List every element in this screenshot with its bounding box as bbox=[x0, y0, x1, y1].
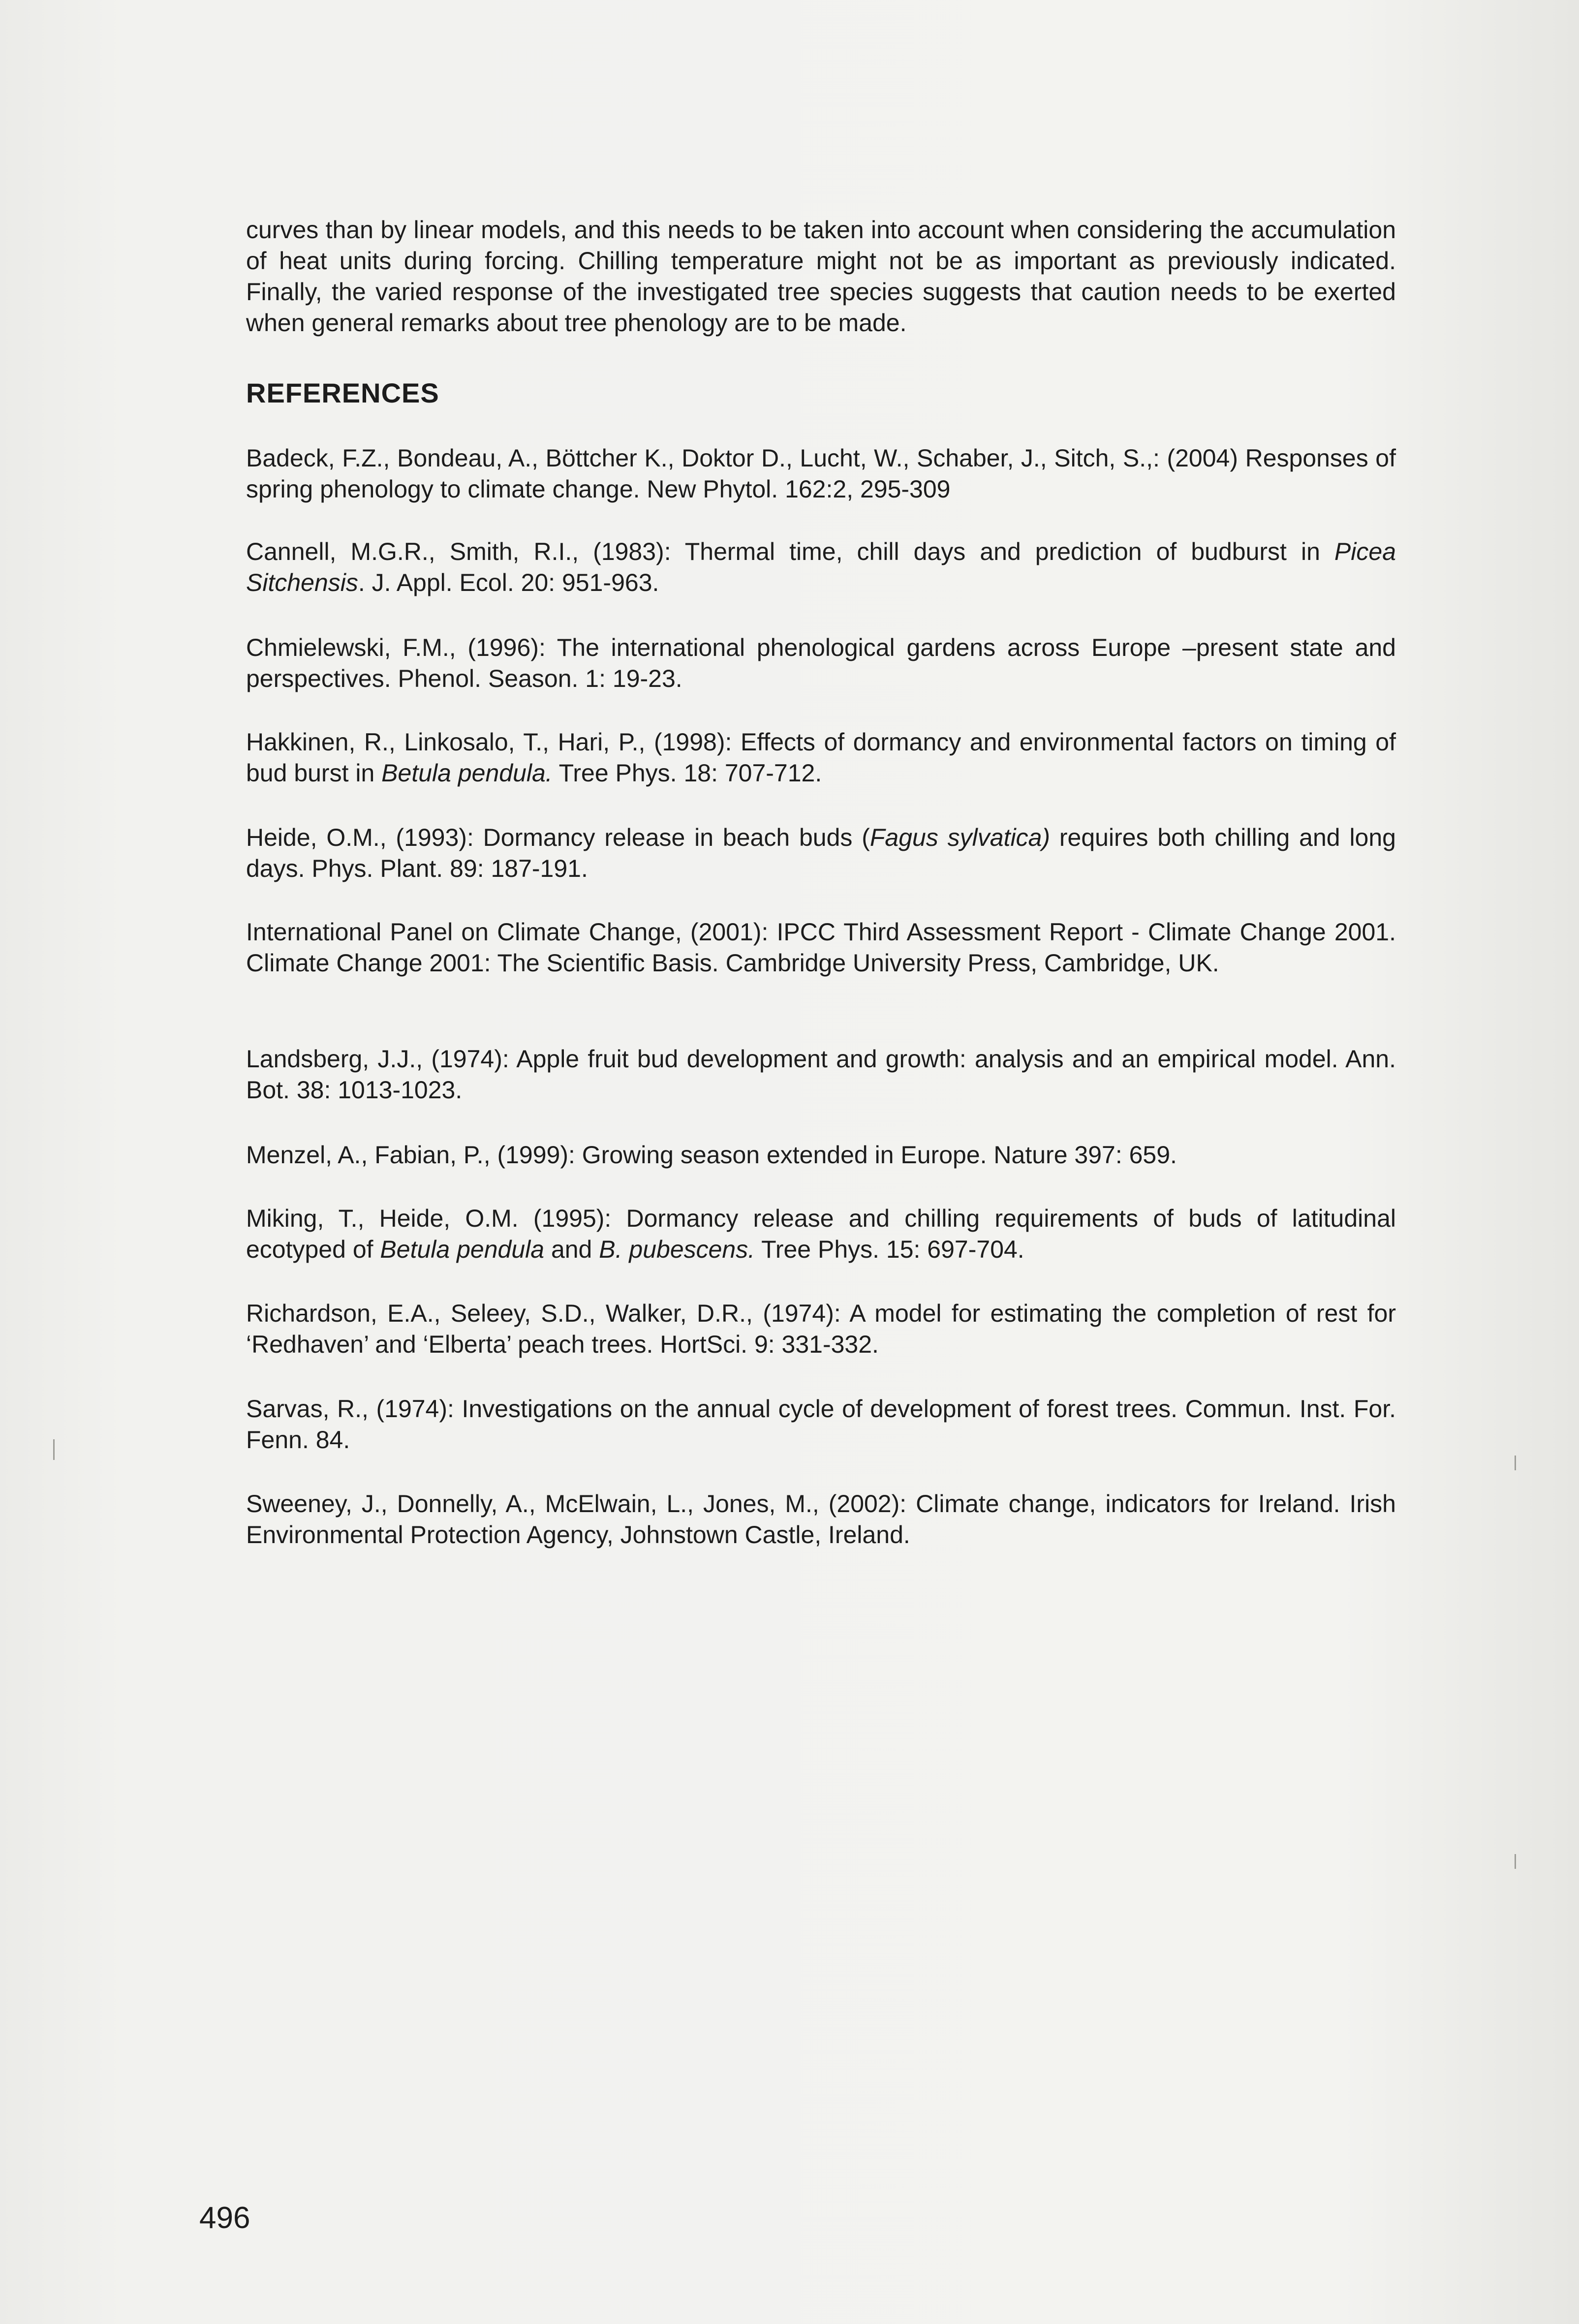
reference-item: Menzel, A., Fabian, P., (1999): Growing season extended in Europe. Nature 397: 659. bbox=[246, 1141, 1177, 1169]
scan-mark bbox=[1515, 1854, 1516, 1869]
scan-mark bbox=[1515, 1456, 1516, 1470]
reference-item: International Panel on Climate Change, (2001): IPCC Third Assessment Report - Climate Change 2001. Climate Change 2001: The Scientific Basis. Cambridge University Press, Cambridge, UK. bbox=[246, 918, 1396, 977]
reference-item: Heide, O.M., (1993): Dormancy release in beach buds (Fagus sylvatica) requires both chilling and long days. Phys. Plant. 89: 187-191. bbox=[246, 824, 1396, 882]
page-number: 496 bbox=[199, 2201, 250, 2235]
reference-item: Cannell, M.G.R., Smith, R.I., (1983): Thermal time, chill days and prediction of budburst in Picea Sitchensis. J. Appl. Ecol. 20: 951-963. bbox=[246, 538, 1396, 596]
scan-mark bbox=[53, 1439, 55, 1460]
intro-paragraph: curves than by linear models, and this needs to be taken into account when considering the accumulation of heat units during forcing. Chilling temperature might not be as important as previously indicated. Finally, the varied response of the investigated tree species suggests that caution needs to be exerted when general remarks about tree phenology are to be made. bbox=[246, 216, 1396, 337]
reference-item: Richardson, E.A., Seleey, S.D., Walker, D.R., (1974): A model for estimating the completion of rest for ‘Redhaven’ and ‘Elberta’ peach trees. HortSci. 9: 331-332. bbox=[246, 1300, 1396, 1358]
reference-item: Hakkinen, R., Linkosalo, T., Hari, P., (1998): Effects of dormancy and environmental factors on timing of bud burst in Betula pendula. Tree Phys. 18: 707-712. bbox=[246, 728, 1396, 787]
reference-item: Sweeney, J., Donnelly, A., McElwain, L., Jones, M., (2002): Climate change, indicators for Ireland. Irish Environmental Protection Agency, Johnstown Castle, Ireland. bbox=[246, 1490, 1396, 1549]
references-heading: REFERENCES bbox=[246, 377, 439, 408]
reference-item: Miking, T., Heide, O.M. (1995): Dormancy release and chilling requirements of buds of latitudinal ecotyped of Betula pendula and B. pubescens. Tree Phys. 15: 697-704. bbox=[246, 1205, 1396, 1263]
reference-item: Chmielewski, F.M., (1996): The international phenological gardens across Europe –present state and perspectives. Phenol. Season. 1: 19-23. bbox=[246, 634, 1396, 692]
reference-item: Sarvas, R., (1974): Investigations on the annual cycle of development of forest trees. Commun. Inst. For. Fenn. 84. bbox=[246, 1395, 1396, 1454]
reference-item: Landsberg, J.J., (1974): Apple fruit bud development and growth: analysis and an empirical model. Ann. Bot. 38: 1013-1023. bbox=[246, 1045, 1396, 1104]
reference-item: Badeck, F.Z., Bondeau, A., Böttcher K., Doktor D., Lucht, W., Schaber, J., Sitch, S.,: (2004) Responses of spring phenology to climate change. New Phytol. 162:2, 295-309 bbox=[246, 444, 1396, 503]
